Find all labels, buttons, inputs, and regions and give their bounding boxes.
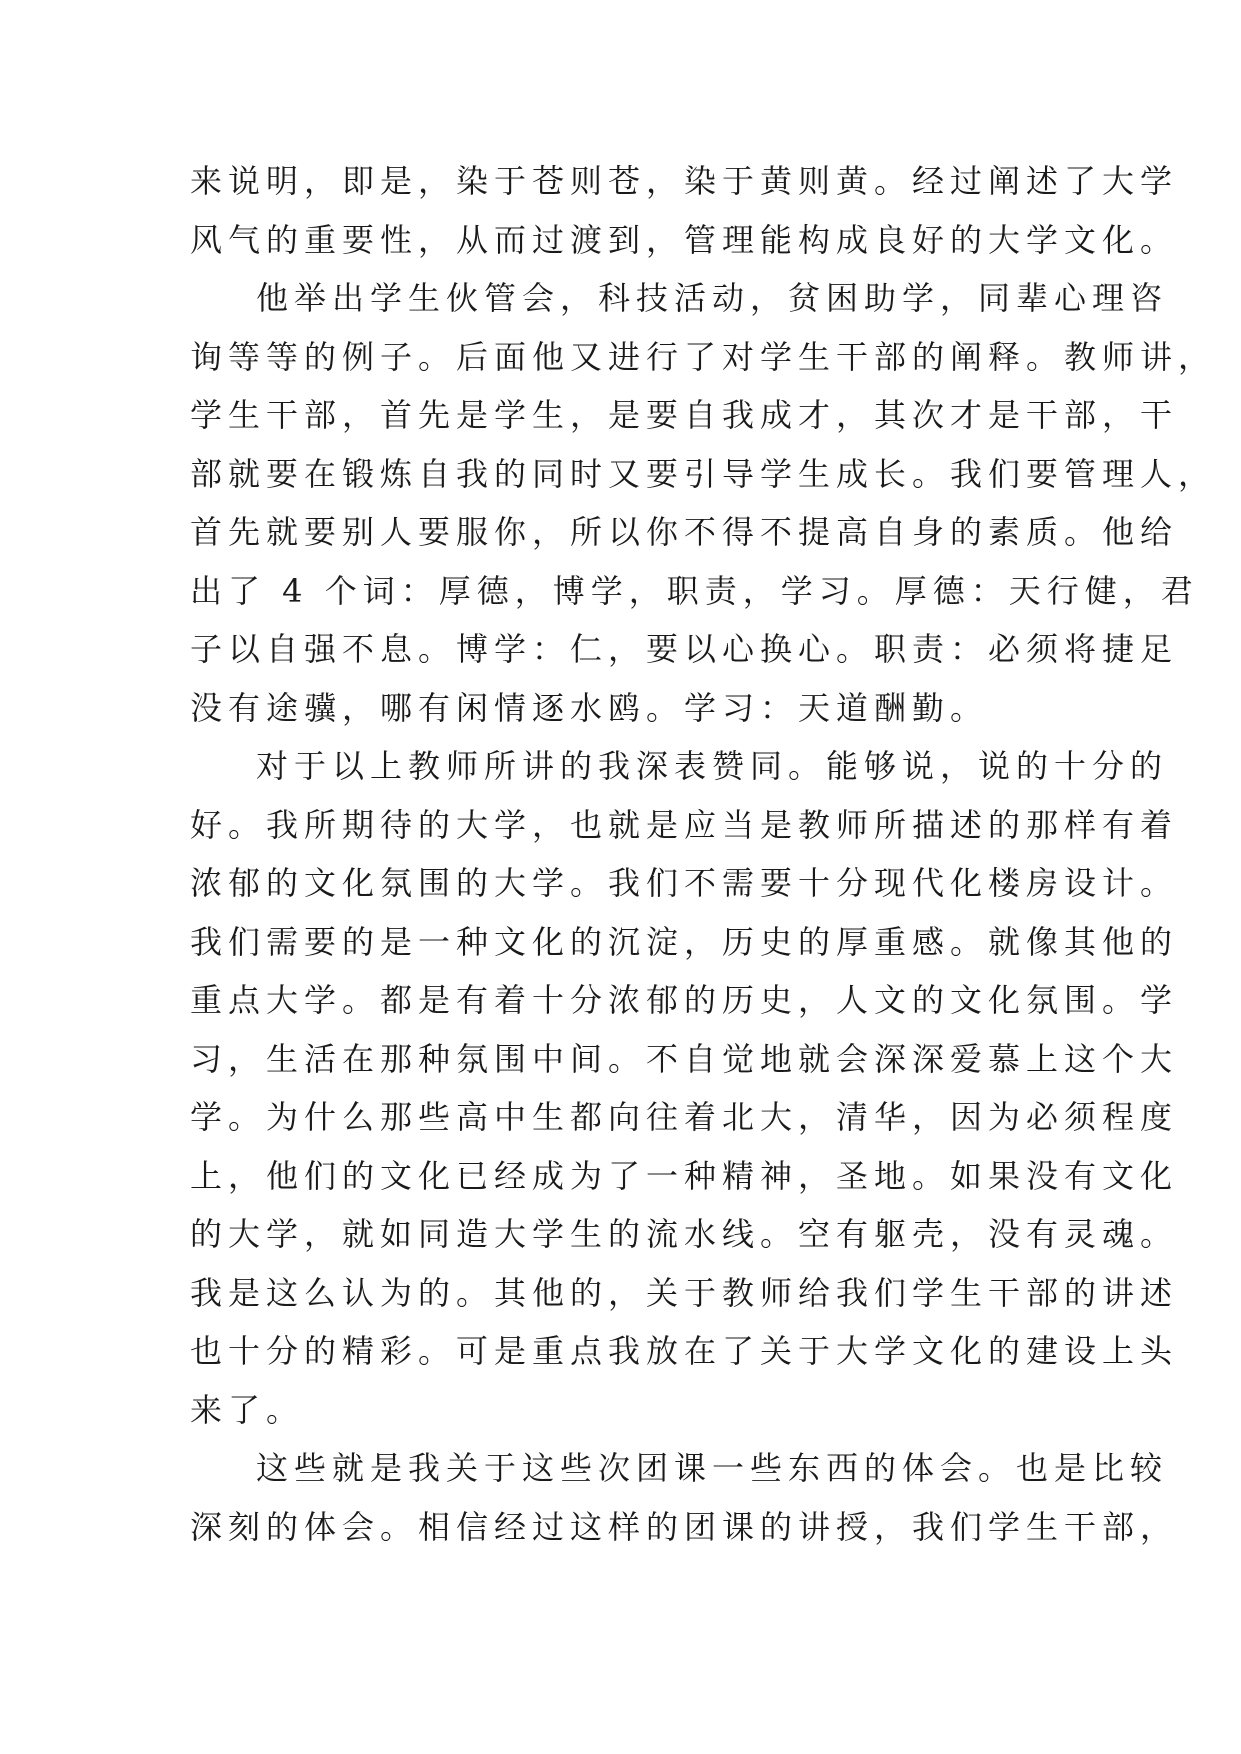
text-line: 好。我所期待的大学，也就是应当是教师所描述的那样有着 [190,805,1179,844]
text-line: 上，他们的文化已经成为了一种精神，圣地。如果没有文化 [190,1156,1179,1195]
text-line: 没有途骥，哪有闲情逐水鸥。学习：天道酬勤。 [190,688,989,727]
text-line: 深刻的体会。相信经过这样的团课的讲授，我们学生干部， [190,1507,1179,1546]
text-line: 子以自强不息。博学：仁，要以心换心。职责：必须将捷足 [190,630,1179,668]
text-line: 的大学，就如同造大学生的流水线。空有躯壳，没有灵魂。 [190,1215,1179,1253]
text-line: 这些就是我关于这些次团课一些东西的体会。也是比较 [256,1449,1169,1487]
text-line: 来说明，即是，染于苍则苍，染于黄则黄。经过阐述了大学 [190,162,1179,200]
text-line: 出了 4 个词：厚德，博学，职责，学习。厚德：天行健，君 [190,571,1199,610]
text-line: 首先就要别人要服你，所以你不得不提高自身的素质。他给 [190,513,1179,551]
text-line: 我是这么认为的。其他的，关于教师给我们学生干部的讲述 [190,1273,1179,1312]
text-line: 对于以上教师所讲的我深表赞同。能够说，说的十分的 [256,747,1169,785]
text-line: 他举出学生伙管会，科技活动，贫困助学，同辈心理咨 [256,279,1169,317]
text-line: 学生干部，首先是学生，是要自我成才，其次才是干部，干 [190,396,1179,434]
document-body [190,152,1217,1556]
text-line: 询等等的例子。后面他又进行了对学生干部的阐释。教师讲， [190,337,1217,376]
text-line: 部就要在锻炼自我的同时又要引导学生成长。我们要管理人， [190,454,1217,493]
text-line: 浓郁的文化氛围的大学。我们不需要十分现代化楼房设计。 [190,864,1179,902]
text-line: 风气的重要性，从而过渡到，管理能构成良好的大学文化。 [190,220,1179,259]
text-line: 来了。 [190,1390,305,1429]
text-line: 习，生活在那种氛围中间。不自觉地就会深深爱慕上这个大 [190,1039,1179,1078]
text-line: 也十分的精彩。可是重点我放在了关于大学文化的建设上头 [190,1332,1179,1370]
text-line: 重点大学。都是有着十分浓郁的历史，人文的文化氛围。学 [190,981,1179,1019]
text-line: 我们需要的是一种文化的沉淀，历史的厚重感。就像其他的 [190,922,1179,961]
text-line: 学。为什么那些高中生都向往着北大，清华，因为必须程度 [190,1098,1179,1136]
